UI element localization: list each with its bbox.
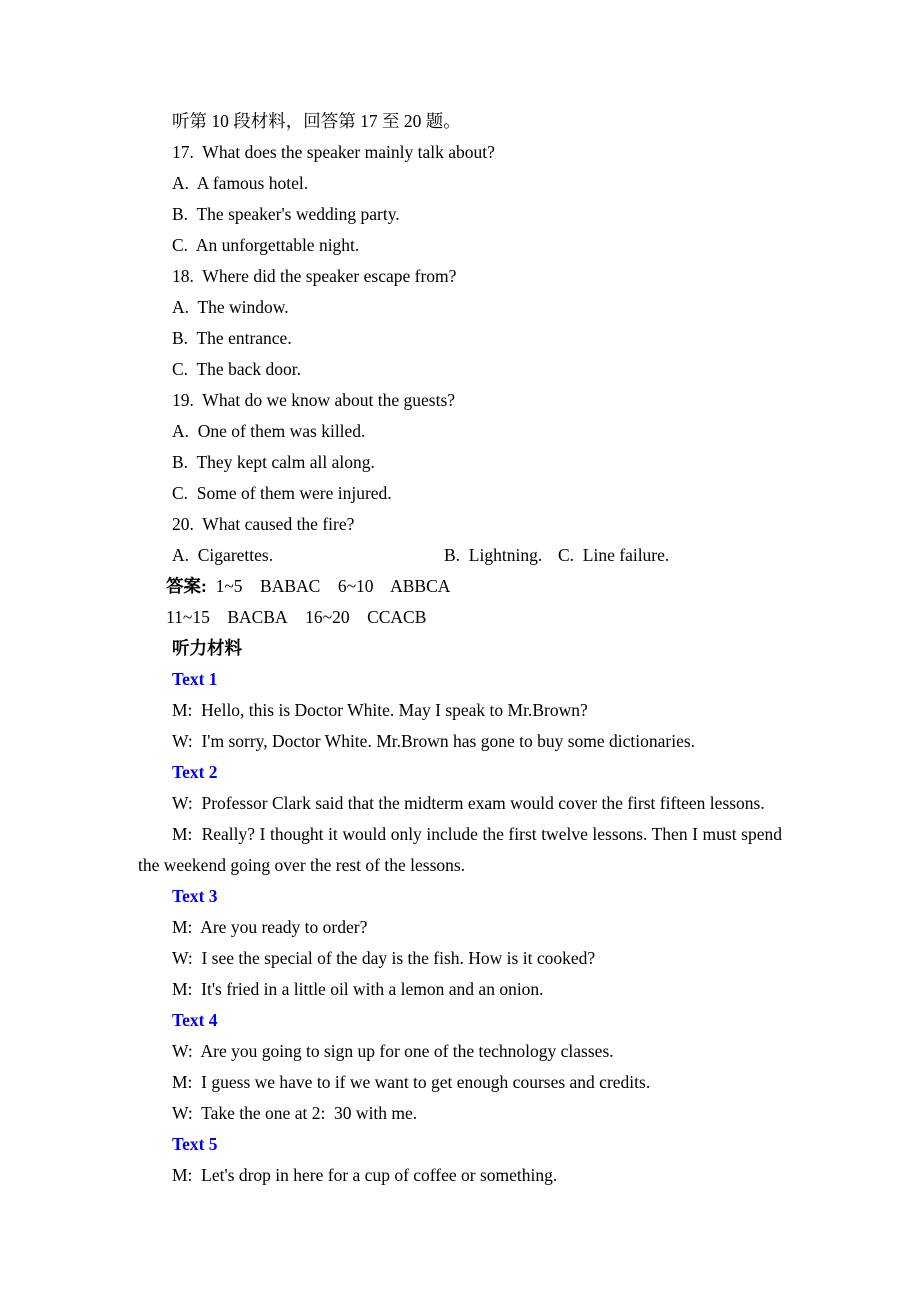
question-20: 20. What caused the fire? <box>172 514 355 534</box>
text-5-heading: Text 5 <box>172 1134 218 1154</box>
text4-line-w2: W: Take the one at 2: 30 with me. <box>172 1103 418 1123</box>
q20-options-b: B. Lightning. <box>444 545 543 565</box>
instruction-line: 听第 10 段材料，回答第 17 至 20 题。 <box>172 111 461 131</box>
text5-line-m: M: Let's drop in here for a cup of coffee or something. <box>172 1165 558 1185</box>
answer-key-line-1-seg-1: 1~5 BABAC 6~10 ABBCA <box>215 576 451 596</box>
q18-option-a: A. The window. <box>172 297 289 317</box>
text1-line-m: M: Hello, this is Doctor White. May I speak to Mr.Brown? <box>172 700 588 720</box>
q20-options-c: C. Line failure. <box>558 545 670 565</box>
answer-key-line-1 <box>138 571 782 602</box>
q18-option-c: C. The back door. <box>172 359 301 379</box>
q17-option-b: B. The speaker's wedding party. <box>172 204 400 224</box>
text-4-heading: Text 4 <box>172 1010 218 1030</box>
q20-options-a: A. Cigarettes. <box>172 545 274 565</box>
text2-line-m: M: Really? I thought it would only include the first twelve lessons. Then I must spend the weekend going over the rest of the lessons. <box>138 824 782 875</box>
text4-line-m: M: I guess we have to if we want to get enough courses and credits. <box>172 1072 651 1092</box>
question-17: 17. What does the speaker mainly talk about? <box>172 142 495 162</box>
question-18: 18. Where did the speaker escape from? <box>172 266 457 286</box>
answer-key-line-1-seg-0: 答案: <box>166 576 216 596</box>
text-3-heading: Text 3 <box>172 886 218 906</box>
text1-line-w: W: I'm sorry, Doctor White. Mr.Brown has gone to buy some dictionaries. <box>172 731 696 751</box>
text2-line-w: W: Professor Clark said that the midterm exam would cover the first fifteen lessons. <box>172 793 765 813</box>
q20-options <box>138 540 782 571</box>
question-19: 19. What do we know about the guests? <box>172 390 456 410</box>
q19-option-c: C. Some of them were injured. <box>172 483 392 503</box>
transcript-heading: 听力材料 <box>172 638 242 658</box>
q19-option-b: B. They kept calm all along. <box>172 452 375 472</box>
answer-key-line-2-seg-0: 11~15 BACBA 16~20 CCACB <box>166 607 427 627</box>
text3-line-w: W: I see the special of the day is the fish. How is it cooked? <box>172 948 596 968</box>
text4-line-w1: W: Are you going to sign up for one of the technology classes. <box>172 1041 614 1061</box>
answer-key-line-2 <box>138 602 782 633</box>
q17-option-c: C. An unforgettable night. <box>172 235 360 255</box>
text-2-heading: Text 2 <box>172 762 218 782</box>
text3-line-m1: M: Are you ready to order? <box>172 917 368 937</box>
text3-line-m2: M: It's fried in a little oil with a lemon and an onion. <box>172 979 544 999</box>
q18-option-b: B. The entrance. <box>172 328 292 348</box>
q19-option-a: A. One of them was killed. <box>172 421 366 441</box>
q17-option-a: A. A famous hotel. <box>172 173 309 193</box>
text-1-heading: Text 1 <box>172 669 218 689</box>
